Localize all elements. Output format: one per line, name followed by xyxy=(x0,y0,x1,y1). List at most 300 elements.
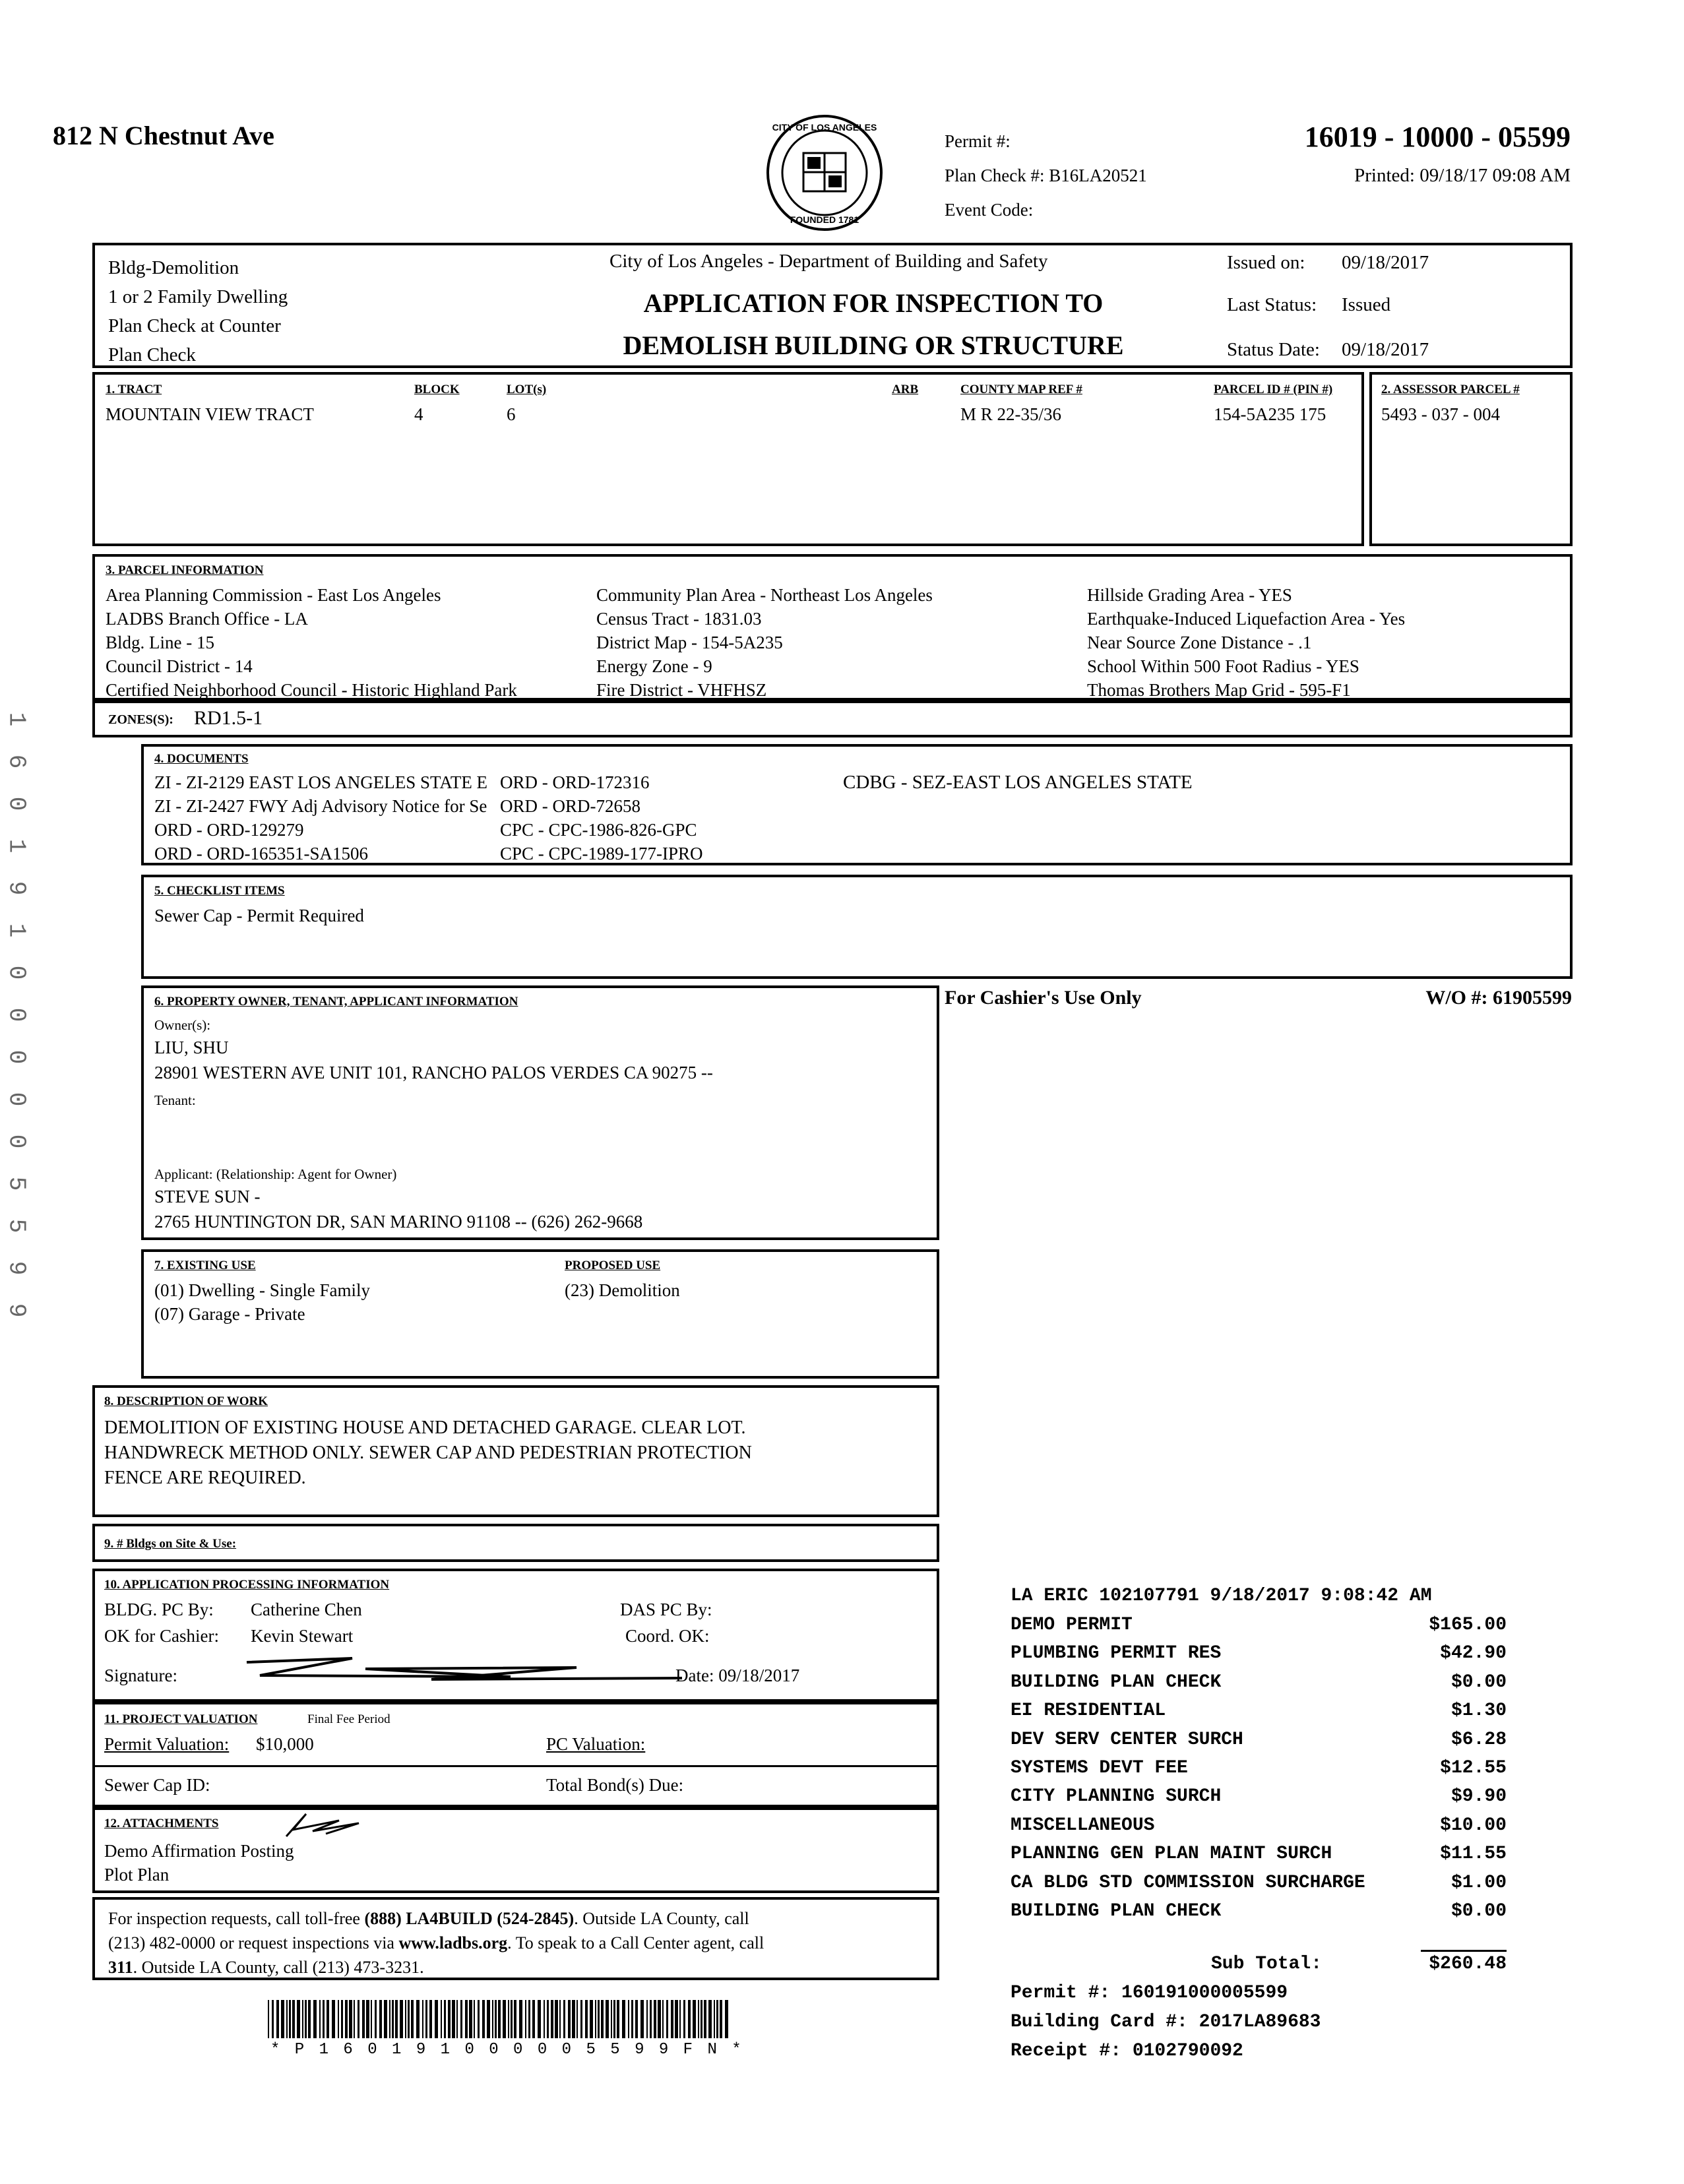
processing-date-value: 09/18/2017 xyxy=(718,1666,800,1685)
fee-label: BUILDING PLAN CHECK xyxy=(1011,1901,1222,1921)
barcode-bar xyxy=(469,2000,472,2038)
side-stamp-digit: 0 xyxy=(3,1134,30,1149)
barcode-bar xyxy=(606,2000,609,2038)
coord-ok-label: Coord. OK: xyxy=(625,1626,710,1646)
inspection-note xyxy=(92,1897,939,1980)
parcel-item: Certified Neighborhood Council - Historic Highland Park xyxy=(106,680,517,700)
assessor-value: 5493 - 037 - 004 xyxy=(1381,404,1500,424)
barcode-bar xyxy=(525,2000,526,2038)
existing-use-section xyxy=(141,1249,939,1379)
side-stamp-digit: 9 xyxy=(3,1303,30,1318)
tract-heading: 1. TRACT xyxy=(106,383,162,396)
note-text: . Outside LA County, call (213) 473-3231. xyxy=(133,1958,424,1977)
signature-label: Signature: xyxy=(104,1666,177,1685)
final-fee-period: Final Fee Period xyxy=(307,1712,390,1726)
barcode-bar xyxy=(503,2000,506,2038)
side-stamp-digit: 6 xyxy=(3,754,30,769)
fee-label: CA BLDG STD COMMISSION SURCHARGE xyxy=(1011,1872,1365,1893)
barcode-bar xyxy=(658,2000,661,2038)
documents-col1 xyxy=(154,770,487,865)
owner-section xyxy=(141,985,939,1240)
barcode-bar xyxy=(276,2000,279,2038)
document-item: ORD - ORD-172316 xyxy=(500,772,650,792)
parcel-col3 xyxy=(1087,583,1405,702)
barcode-bar xyxy=(555,2000,558,2038)
barcode-bar xyxy=(495,2000,497,2038)
status-date-label: Status Date: xyxy=(1227,339,1320,360)
valuation-section xyxy=(92,1702,939,1807)
barcode-bar xyxy=(551,2000,553,2038)
barcode-bar xyxy=(511,2000,513,2038)
fee-label: EI RESIDENTIAL xyxy=(1011,1700,1166,1722)
parcel-info-section xyxy=(92,554,1573,701)
barcode-bar xyxy=(416,2000,420,2038)
fee-label: DEMO PERMIT xyxy=(1011,1615,1133,1635)
barcode-bar xyxy=(354,2000,355,2038)
printed-timestamp: Printed: 09/18/17 09:08 AM xyxy=(1354,165,1571,186)
bldgs-section xyxy=(92,1524,939,1562)
fee-amount: $165.00 xyxy=(1429,1615,1507,1635)
barcode-bar xyxy=(580,2000,582,2038)
barcode-bar xyxy=(646,2000,648,2038)
ok-cashier-label: OK for Cashier: xyxy=(104,1626,219,1646)
property-address: 812 N Chestnut Ave xyxy=(53,121,274,150)
sewer-cap-label: Sewer Cap ID: xyxy=(104,1775,210,1795)
receipt-line-item xyxy=(1011,1758,1507,1778)
side-stamp-digit: 5 xyxy=(3,1218,30,1233)
barcode-bar xyxy=(313,2000,317,2038)
documents-col3 xyxy=(843,770,1193,794)
barcode-bar xyxy=(675,2000,678,2038)
website-link[interactable]: www.ladbs.org xyxy=(398,1933,508,1952)
pc-valuation-label: PC Valuation: xyxy=(546,1734,646,1754)
barcode-bar xyxy=(319,2000,321,2038)
parcel-item: LADBS Branch Office - LA xyxy=(106,609,308,629)
barcode-bar xyxy=(323,2000,325,2038)
barcode-bar xyxy=(585,2000,588,2038)
barcode-bar xyxy=(332,2000,335,2038)
ok-cashier-value: Kevin Stewart xyxy=(251,1626,354,1646)
owner-name: LIU, SHU xyxy=(154,1038,229,1057)
inspection-note-line2 xyxy=(108,1931,764,1955)
barcode-bar xyxy=(411,2000,414,2038)
parcel-item: Energy Zone - 9 xyxy=(596,656,712,676)
barcode-bar xyxy=(601,2000,604,2038)
inspection-note-line1 xyxy=(108,1906,764,1931)
fee-amount: $10.00 xyxy=(1440,1815,1507,1836)
plan-check-line xyxy=(945,164,1147,187)
barcode-bar xyxy=(474,2000,475,2038)
last-status-value: Issued xyxy=(1342,294,1391,315)
svg-text:FOUNDED 1781: FOUNDED 1781 xyxy=(790,214,859,225)
issued-on-label: Issued on: xyxy=(1227,252,1305,273)
side-stamp-digit: 9 xyxy=(3,1261,30,1276)
permit-type-line: Plan Check at Counter xyxy=(108,315,281,336)
side-stamp-digit: 5 xyxy=(3,1176,30,1191)
proposed-use-item: (23) Demolition xyxy=(565,1280,680,1300)
side-stamp-digit: 0 xyxy=(3,796,30,811)
barcode-bar xyxy=(559,2000,561,2038)
inspection-note-line3 xyxy=(108,1955,764,1980)
parcel-item: Thomas Brothers Map Grid - 595-F1 xyxy=(1087,680,1351,700)
lots-heading: LOT(s) xyxy=(507,383,547,396)
block-heading: BLOCK xyxy=(414,383,460,396)
fee-amount: $6.28 xyxy=(1450,1729,1507,1750)
document-item: CDBG - SEZ-EAST LOS ANGELES STATE xyxy=(843,772,1193,793)
barcode-bar xyxy=(400,2000,403,2038)
applicant-address: 2765 HUNTINGTON DR, SAN MARINO 91108 -- (626) 262-9668 xyxy=(154,1212,643,1232)
parcel-id-heading: PARCEL ID # (PIN #) xyxy=(1214,383,1333,396)
pc-by-value: Catherine Chen xyxy=(251,1600,362,1619)
description-line: FENCE ARE REQUIRED. xyxy=(104,1468,306,1488)
barcode-bar xyxy=(366,2000,369,2038)
note-text: . Outside LA County, call xyxy=(574,1909,749,1928)
barcode-text: * P 1 6 0 1 9 1 0 0 0 0 0 5 5 9 9 F N * xyxy=(270,2041,744,2059)
barcode xyxy=(268,2000,730,2038)
barcode-bar xyxy=(272,2000,274,2038)
documents-heading: 4. DOCUMENTS xyxy=(154,752,249,766)
side-stamp-digit: 0 xyxy=(3,1007,30,1022)
barcode-bar xyxy=(460,2000,462,2038)
permit-type-line: 1 or 2 Family Dwelling xyxy=(108,286,288,307)
receipt-line-item xyxy=(1011,1815,1507,1836)
lot-value: 6 xyxy=(507,404,516,424)
owners-label: Owner(s): xyxy=(154,1017,211,1033)
barcode-bar xyxy=(371,2000,372,2038)
fee-label: CITY PLANNING SURCH xyxy=(1011,1786,1222,1807)
barcode-bar xyxy=(425,2000,427,2038)
barcode-bar xyxy=(297,2000,300,2038)
barcode-bar xyxy=(281,2000,284,2038)
description-section xyxy=(92,1385,939,1517)
barcode-bar xyxy=(568,2000,571,2038)
receipt-line-item xyxy=(1011,1873,1507,1893)
fee-amount: $1.00 xyxy=(1450,1872,1507,1893)
receipt-line-item xyxy=(1011,1615,1507,1635)
plan-check-value: B16LA20521 xyxy=(1049,166,1147,185)
barcode-bar xyxy=(590,2000,593,2038)
barcode-bar xyxy=(544,2000,545,2038)
side-stamp-digit: 1 xyxy=(3,923,30,938)
barcode-bar xyxy=(688,2000,691,2038)
barcode-bar xyxy=(635,2000,638,2038)
side-stamp-digit: 1 xyxy=(3,712,30,727)
side-stamp-digit: 0 xyxy=(3,965,30,980)
plan-check-label: Plan Check #: xyxy=(945,166,1045,185)
fee-amount: $0.00 xyxy=(1450,1671,1507,1693)
processing-section xyxy=(92,1569,939,1702)
barcode-bar xyxy=(716,2000,718,2038)
fee-amount: $12.55 xyxy=(1440,1758,1507,1778)
receipt-line-item xyxy=(1011,1700,1507,1721)
barcode-bar xyxy=(528,2000,530,2038)
status-date-value: 09/18/2017 xyxy=(1342,339,1429,360)
permit-type-lines xyxy=(108,253,288,369)
county-map-value: M R 22-35/36 xyxy=(960,404,1062,424)
barcode-bar xyxy=(693,2000,696,2038)
barcode-bar xyxy=(595,2000,596,2038)
parcel-item: Area Planning Commission - East Los Angeles xyxy=(106,585,441,605)
event-code-label: Event Code: xyxy=(945,200,1034,220)
barcode-bar xyxy=(640,2000,644,2038)
barcode-bar xyxy=(379,2000,382,2038)
barcode-bar xyxy=(563,2000,565,2038)
document-item: CPC - CPC-1989-177-IPRO xyxy=(500,844,703,863)
barcode-bar xyxy=(720,2000,722,2038)
permit-valuation-value: $10,000 xyxy=(256,1734,314,1754)
parcel-item: Bldg. Line - 15 xyxy=(106,633,214,652)
barcode-bar xyxy=(492,2000,493,2038)
fee-amount: $42.90 xyxy=(1440,1643,1507,1664)
das-pc-label: DAS PC By: xyxy=(620,1600,712,1619)
processing-date-line xyxy=(675,1664,799,1687)
tract-section xyxy=(92,372,1364,546)
barcode-bar xyxy=(465,2000,468,2038)
receipt-line-item xyxy=(1011,1844,1507,1864)
existing-use-item: (01) Dwelling - Single Family xyxy=(154,1280,370,1300)
bonds-due-label: Total Bond(s) Due: xyxy=(546,1775,684,1795)
receipt-permit-line: Permit #: 160191000005599 xyxy=(1011,1983,1288,2003)
svg-text:CITY OF LOS ANGELES: CITY OF LOS ANGELES xyxy=(772,122,877,133)
existing-use-list xyxy=(154,1278,370,1326)
document-item: ZI - ZI-2427 FWY Adj Advisory Notice for Se xyxy=(154,796,487,816)
barcode-bar xyxy=(498,2000,501,2038)
assessor-section xyxy=(1369,372,1573,546)
subtotal-label: Sub Total: xyxy=(1211,1954,1323,1974)
barcode-bar xyxy=(701,2000,702,2038)
receipt-card-line: Building Card #: 2017LA89683 xyxy=(1011,2012,1321,2032)
document-item: ORD - ORD-72658 xyxy=(500,796,640,816)
barcode-bar xyxy=(435,2000,438,2038)
barcode-bar xyxy=(302,2000,303,2038)
documents-section xyxy=(141,744,1573,865)
barcode-bar xyxy=(671,2000,673,2038)
side-stamp-digit: 0 xyxy=(3,1092,30,1107)
attachments-list xyxy=(104,1839,294,1887)
parcel-item: Council District - 14 xyxy=(106,656,253,676)
valuation-heading: 11. PROJECT VALUATION xyxy=(104,1712,258,1726)
barcode-bar xyxy=(375,2000,377,2038)
applicant-label: Applicant: (Relationship: Agent for Owner) xyxy=(154,1166,397,1182)
document-item: ORD - ORD-129279 xyxy=(154,820,304,840)
note-text: . To speak to a Call Center agent, call xyxy=(507,1933,764,1952)
barcode-bar xyxy=(452,2000,455,2038)
barcode-bar xyxy=(268,2000,269,2038)
fee-amount: $1.30 xyxy=(1450,1700,1507,1722)
barcode-bar xyxy=(362,2000,365,2038)
barcode-bar xyxy=(538,2000,541,2038)
barcode-bar xyxy=(611,2000,612,2038)
barcode-bar xyxy=(448,2000,451,2038)
document-item: ORD - ORD-165351-SA1506 xyxy=(154,844,368,863)
barcode-bar xyxy=(714,2000,715,2038)
parcel-item: Earthquake-Induced Liquefaction Area - Yes xyxy=(1087,609,1406,629)
assessor-heading: 2. ASSESSOR PARCEL # xyxy=(1381,383,1520,396)
barcode-bar xyxy=(666,2000,668,2038)
block-value: 4 xyxy=(414,404,423,424)
barcode-bar xyxy=(395,2000,398,2038)
parcel-info-heading: 3. PARCEL INFORMATION xyxy=(106,563,264,577)
parcel-item: Fire District - VHFHSZ xyxy=(596,680,767,700)
permit-type-line: Plan Check xyxy=(108,344,196,365)
inspection-note-text xyxy=(108,1906,764,1980)
applicant-name: STEVE SUN - xyxy=(154,1187,261,1206)
form-title-line2: DEMOLISH BUILDING OR STRUCTURE xyxy=(623,330,1124,360)
documents-col2 xyxy=(500,770,650,818)
barcode-bar xyxy=(704,2000,706,2038)
barcode-bar xyxy=(408,2000,410,2038)
barcode-bar xyxy=(508,2000,509,2038)
barcode-bar xyxy=(444,2000,446,2038)
barcode-bar xyxy=(345,2000,348,2038)
zones-label: ZONES(S): xyxy=(108,712,173,727)
receipt-line-item xyxy=(1011,1786,1507,1807)
barcode-bar xyxy=(598,2000,600,2038)
note-text: (213) 482-0000 or request inspections via xyxy=(108,1933,399,1952)
fee-label: DEV SERV CENTER SURCH xyxy=(1011,1729,1243,1750)
barcode-bar xyxy=(628,2000,629,2038)
barcode-bar xyxy=(286,2000,288,2038)
fee-amount: $11.55 xyxy=(1440,1844,1507,1865)
barcode-bar xyxy=(725,2000,728,2038)
parcel-item: School Within 500 Foot Radius - YES xyxy=(1087,656,1359,676)
zones-value: RD1.5-1 xyxy=(194,707,263,729)
description-line: DEMOLITION OF EXISTING HOUSE AND DETACHED GARAGE. CLEAR LOT. xyxy=(104,1418,746,1438)
barcode-bar xyxy=(547,2000,549,2038)
receipt-line-item xyxy=(1011,1901,1507,1921)
permit-number: 16019 - 10000 - 05599 xyxy=(1304,121,1571,153)
document-item: CPC - CPC-1986-826-GPC xyxy=(500,820,697,840)
receipt-number-line: Receipt #: 0102790092 xyxy=(1011,2041,1243,2061)
documents-col2b xyxy=(500,818,703,865)
barcode-bar xyxy=(289,2000,291,2038)
processing-heading: 10. APPLICATION PROCESSING INFORMATION xyxy=(104,1578,390,1592)
parcel-item: Community Plan Area - Northeast Los Angeles xyxy=(596,585,933,605)
receipt-line-item xyxy=(1011,1730,1507,1750)
barcode-bar xyxy=(708,2000,712,2038)
barcode-bar xyxy=(679,2000,681,2038)
checklist-item: Sewer Cap - Permit Required xyxy=(154,906,364,925)
subtotal-rule xyxy=(1421,1950,1507,1952)
parcel-col2 xyxy=(596,583,933,702)
barcode-bar xyxy=(532,2000,535,2038)
side-stamp-digit: 9 xyxy=(3,881,30,896)
signature-scribble xyxy=(234,1649,695,1689)
existing-use-heading: 7. EXISTING USE xyxy=(154,1259,256,1272)
barcode-bar xyxy=(572,2000,575,2038)
description-text xyxy=(104,1416,752,1491)
barcode-bar xyxy=(429,2000,432,2038)
city-seal-icon xyxy=(765,111,884,235)
barcode-bar xyxy=(650,2000,652,2038)
proposed-use-heading: PROPOSED USE xyxy=(565,1259,661,1272)
barcode-bar xyxy=(698,2000,699,2038)
fee-label: BUILDING PLAN CHECK xyxy=(1011,1671,1222,1693)
existing-use-item: (07) Garage - Private xyxy=(154,1304,305,1324)
initials-scribble xyxy=(260,1810,379,1843)
department-name: City of Los Angeles - Department of Building and Safety xyxy=(609,251,1048,272)
fee-label: SYSTEMS DEVT FEE xyxy=(1011,1758,1188,1778)
barcode-bar xyxy=(405,2000,406,2038)
permit-valuation-label: Permit Valuation: xyxy=(104,1734,230,1754)
fee-label: PLUMBING PERMIT RES xyxy=(1011,1643,1222,1664)
side-stamp-digit: 1 xyxy=(3,838,30,854)
barcode-bar xyxy=(456,2000,458,2038)
barcode-bar xyxy=(308,2000,311,2038)
barcode-bar xyxy=(441,2000,442,2038)
barcode-bar xyxy=(577,2000,578,2038)
barcode-bar xyxy=(683,2000,685,2038)
owner-heading: 6. PROPERTY OWNER, TENANT, APPLICANT INFORMATION xyxy=(154,995,518,1009)
barcode-bar xyxy=(384,2000,387,2038)
receipt-header: LA ERIC 102107791 9/18/2017 9:08:42 AM xyxy=(1011,1586,1432,1606)
checklist-section xyxy=(141,875,1573,979)
barcode-bar xyxy=(622,2000,625,2038)
last-status-label: Last Status: xyxy=(1227,294,1317,315)
attachments-section xyxy=(92,1807,939,1893)
barcode-bar xyxy=(519,2000,522,2038)
work-order-number: W/O #: 61905599 xyxy=(1425,987,1572,1009)
parcel-col1 xyxy=(106,583,517,702)
barcode-bar xyxy=(349,2000,352,2038)
call-center-number: 311 xyxy=(108,1958,133,1977)
barcode-bar xyxy=(358,2000,359,2038)
valuation-divider xyxy=(95,1765,937,1767)
parcel-item: Hillside Grading Area - YES xyxy=(1087,585,1292,605)
form-title-line1: APPLICATION FOR INSPECTION TO xyxy=(643,288,1104,318)
subtotal-value: $260.48 xyxy=(1429,1954,1507,1974)
barcode-bar xyxy=(338,2000,339,2038)
receipt-line-item xyxy=(1011,1643,1507,1664)
fee-amount: $9.90 xyxy=(1450,1786,1507,1807)
barcode-bar xyxy=(631,2000,633,2038)
fee-label: MISCELLANEOUS xyxy=(1011,1815,1155,1836)
barcode-bar xyxy=(487,2000,490,2038)
note-text: For inspection requests, call toll-free xyxy=(108,1909,365,1928)
tract-value: MOUNTAIN VIEW TRACT xyxy=(106,404,314,424)
description-heading: 8. DESCRIPTION OF WORK xyxy=(104,1394,268,1408)
barcode-bar xyxy=(482,2000,485,2038)
barcode-bar xyxy=(327,2000,329,2038)
county-map-heading: COUNTY MAP REF # xyxy=(960,383,1082,396)
barcode-bar xyxy=(422,2000,423,2038)
fee-label: PLANNING GEN PLAN MAINT SURCH xyxy=(1011,1844,1332,1865)
processing-date-label: Date: xyxy=(675,1666,714,1685)
barcode-bar xyxy=(389,2000,390,2038)
attachment-item: Plot Plan xyxy=(104,1865,170,1885)
zones-row xyxy=(92,701,1573,737)
permit-label: Permit #: xyxy=(945,131,1011,151)
side-stamp-digit: 0 xyxy=(3,1049,30,1065)
document-item: ZI - ZI-2129 EAST LOS ANGELES STATE E xyxy=(154,772,488,792)
parcel-item: District Map - 154-5A235 xyxy=(596,633,783,652)
barcode-bar xyxy=(292,2000,295,2038)
bldgs-heading: 9. # Bldgs on Site & Use: xyxy=(104,1537,237,1551)
barcode-bar xyxy=(478,2000,480,2038)
barcode-bar xyxy=(392,2000,394,2038)
issued-on-value: 09/18/2017 xyxy=(1342,252,1429,273)
tenant-label: Tenant: xyxy=(154,1092,196,1108)
barcode-bar xyxy=(613,2000,615,2038)
parcel-item: Census Tract - 1831.03 xyxy=(596,609,762,629)
barcode-bar xyxy=(662,2000,664,2038)
barcode-bar xyxy=(514,2000,516,2038)
owner-address: 28901 WESTERN AVE UNIT 101, RANCHO PALOS VERDES CA 90275 -- xyxy=(154,1063,713,1082)
arb-heading: ARB xyxy=(892,383,919,396)
parcel-id-value: 154-5A235 175 xyxy=(1214,404,1326,424)
attachment-item: Demo Affirmation Posting xyxy=(104,1841,294,1861)
toll-free-number: (888) LA4BUILD (524-2845) xyxy=(364,1909,575,1928)
